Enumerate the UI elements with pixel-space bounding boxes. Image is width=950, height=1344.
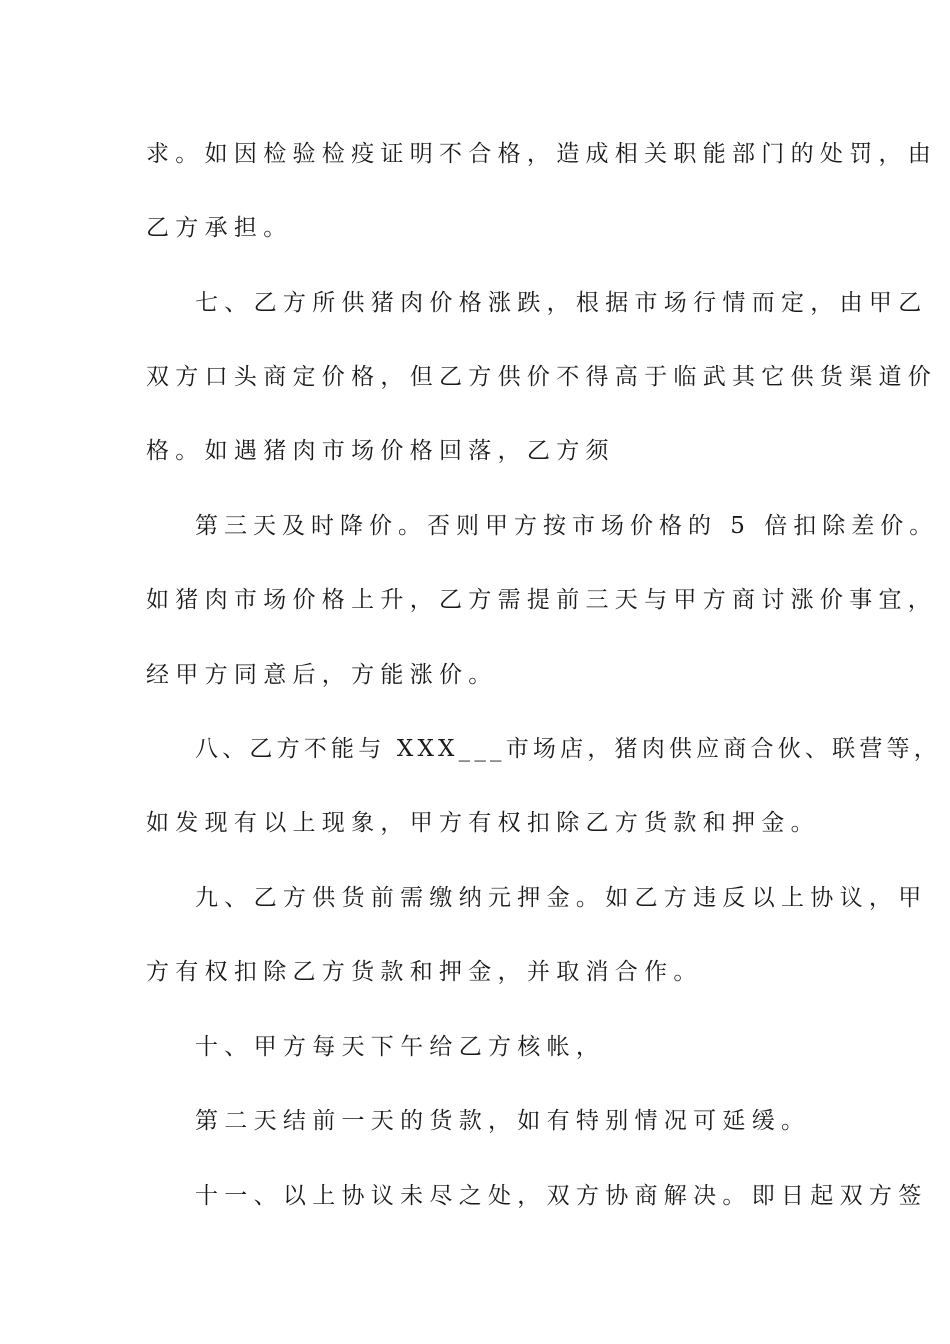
text-line: 如发现有以上现象，甲方有权扣除乙方货款和押金。 <box>146 810 820 836</box>
text-line: 九、乙方供货前需缴纳元押金。如乙方违反以上协议，甲 <box>195 885 928 911</box>
text-line: 双方口头商定价格，但乙方供价不得高于临武其它供货渠道价 <box>146 364 938 390</box>
text-line: 如猪肉市场价格上升，乙方需提前三天与甲方商讨涨价事宜， <box>146 587 938 613</box>
text-line: 第三天及时降价。否则甲方按市场价格的 5 倍扣除差价。 <box>195 513 939 539</box>
text-line: 七、乙方所供猪肉价格涨跌，根据市场行情而定，由甲乙 <box>195 290 928 316</box>
text-line: 格。如遇猪肉市场价格回落，乙方须 <box>146 438 615 464</box>
text-line: 求。如因检验检疫证明不合格，造成相关职能部门的处罚，由 <box>146 141 938 167</box>
text-line: 方有权扣除乙方货款和押金，并取消合作。 <box>146 959 703 985</box>
text-line: 经甲方同意后，方能涨价。 <box>146 662 498 688</box>
text-line: 第二天结前一天的货款，如有特别情况可延缓。 <box>195 1108 811 1134</box>
text-line: 十一、以上协议未尽之处，双方协商解决。即日起双方签 <box>195 1183 928 1209</box>
text-line: 八、乙方不能与 XXX___市场店，猪肉供应商合伙、联营等， <box>195 736 941 762</box>
text-line: 十、甲方每天下午给乙方核帐， <box>195 1034 606 1060</box>
text-line: 乙方承担。 <box>146 215 293 241</box>
